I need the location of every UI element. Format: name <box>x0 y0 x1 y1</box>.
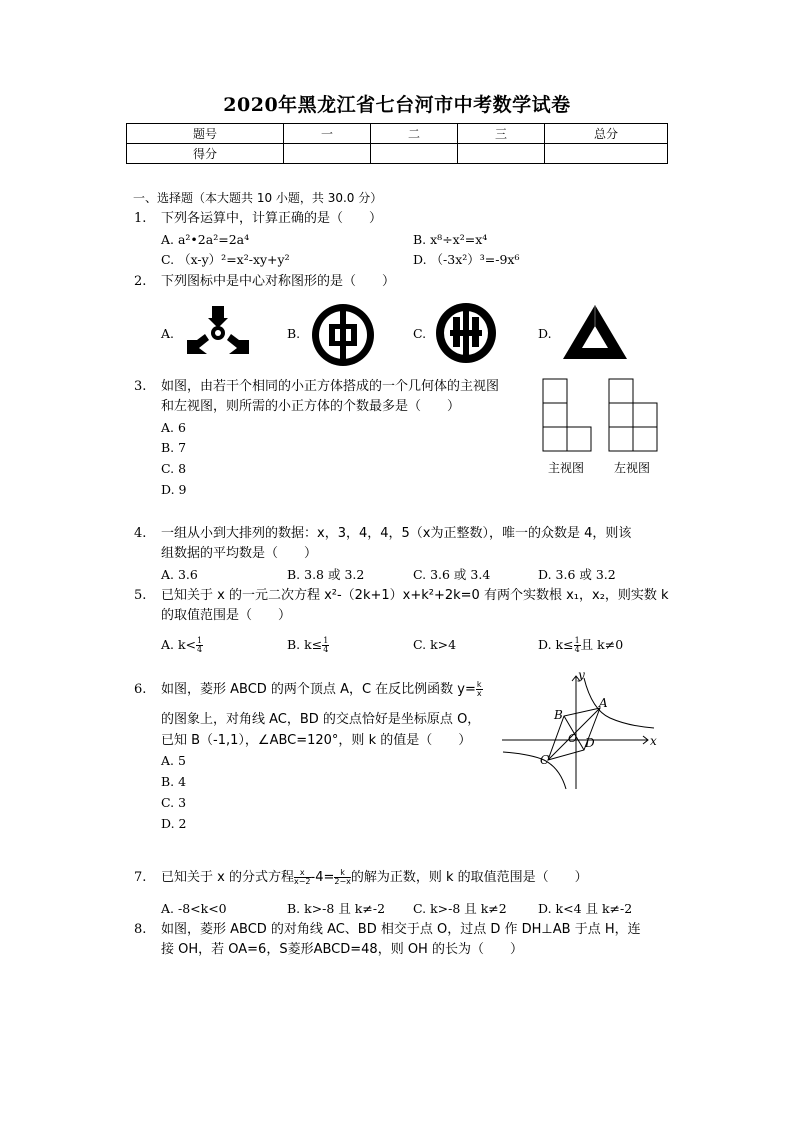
option-d: D. （-3x²）³=-9x⁶ <box>413 252 520 267</box>
option-d-tail: 且 k≠0 <box>580 637 624 652</box>
fraction-denominator: x <box>476 689 482 698</box>
score-cell[interactable] <box>458 144 545 164</box>
option-c: C. k>-8 且 k≠2 <box>413 901 507 916</box>
fraction-numerator: 1 <box>323 636 329 645</box>
label-a: A <box>599 696 608 710</box>
fraction-numerator: x <box>294 869 311 878</box>
option-c: C. （x-y）²=x²-xy+y² <box>161 252 290 267</box>
table-header-cell: 题号 <box>127 124 284 144</box>
option-b: B. 4 <box>161 774 187 789</box>
hyperbola-branch-upper <box>584 678 654 728</box>
option-c: C. <box>413 326 427 341</box>
question-number: 3. <box>134 379 147 394</box>
option-a <box>161 635 203 655</box>
label-o: O <box>568 732 578 745</box>
option-b: B. x⁸÷x²=x⁴ <box>413 232 488 247</box>
table-row-label: 得分 <box>127 144 284 164</box>
views-figure <box>541 377 661 457</box>
label-c: C <box>540 753 550 767</box>
option-d-text: D. k≤ <box>538 637 574 652</box>
label-y: y <box>578 668 585 682</box>
question-stem: 已知关于 x 的一元二次方程 x²-（2k+1）x+k²+2k=0 有两个实数根 x₁，x₂，则实数 k <box>161 588 669 603</box>
question-stem: 下列图标中是中心对称图形的是（ ） <box>161 274 396 289</box>
label-b: B <box>554 708 563 722</box>
fraction <box>476 681 483 698</box>
option-d: D. 2 <box>161 816 187 831</box>
option-a: A. -8<k<0 <box>161 901 227 916</box>
page-title: 2020年黑龙江省七台河市中考数学试卷 <box>223 94 571 116</box>
option-d: D. k<4 且 k≠-2 <box>538 901 633 916</box>
table-header-cell: 二 <box>371 124 458 144</box>
option-d: D. 3.6 或 3.2 <box>538 567 616 582</box>
fraction-denominator: 4 <box>323 645 329 654</box>
label-x: x <box>650 734 657 748</box>
table-header-cell: 总分 <box>545 124 668 144</box>
fraction-numerator: k <box>476 680 482 689</box>
question-number: 4. <box>134 526 147 541</box>
option-b: B. 3.8 或 3.2 <box>287 567 365 582</box>
fraction-denominator: 4 <box>574 645 580 654</box>
fraction-denominator: x−2 <box>293 877 311 886</box>
question-stem: 组数据的平均数是（ ） <box>161 546 318 561</box>
score-table-score-row <box>127 144 668 164</box>
question-stem <box>161 868 588 888</box>
rhombus-hyperbola-figure <box>500 668 664 792</box>
option-a: A. 5 <box>161 753 186 768</box>
question-stem: 的图象上，对角线 AC，BD 的交点恰好是坐标原点 O， <box>161 712 481 727</box>
table-header-cell: 三 <box>458 124 545 144</box>
score-table <box>126 123 668 164</box>
section-heading: 一、选择题（本大题共 10 小题，共 30.0 分） <box>133 191 383 205</box>
score-table-header-row <box>127 124 668 144</box>
fraction <box>196 637 203 654</box>
option-b: B. 7 <box>161 440 187 455</box>
question-stem-text: 如图，菱形 ABCD 的两个顶点 A，C 在反比例函数 y= <box>161 682 476 697</box>
option-a: A. a²•2a²=2a⁴ <box>161 232 250 247</box>
question-stem: 下列各运算中，计算正确的是（ ） <box>161 211 383 226</box>
fraction-numerator: 1 <box>574 636 580 645</box>
option-a-text: A. k< <box>161 637 197 652</box>
score-cell[interactable] <box>545 144 668 164</box>
three-arms-logo-icon <box>183 302 253 364</box>
option-d <box>538 635 623 655</box>
question-stem: 的取值范围是（ ） <box>161 608 292 623</box>
question-number: 2. <box>134 274 147 289</box>
option-c: C. 3.6 或 3.4 <box>413 567 491 582</box>
option-a: A. 6 <box>161 420 186 435</box>
option-b: B. <box>287 326 301 341</box>
bank-logo-icon <box>434 300 498 366</box>
left-view-grid <box>609 379 657 451</box>
label-d: D <box>585 736 595 750</box>
fraction-numerator: k <box>334 869 351 878</box>
question-number: 7. <box>134 870 147 885</box>
equation-middle: -4= <box>310 870 335 885</box>
option-c: C. 8 <box>161 461 187 476</box>
question-stem: 一组从小到大排列的数据：x，3，4，4，5（x为正整数），唯一的众数是 4，则该 <box>161 526 632 541</box>
question-stem: 如图，菱形 ABCD 的对角线 AC、BD 相交于点 O，过点 D 作 DH⊥AB 于点 H，连 <box>161 922 641 937</box>
fraction <box>334 869 351 886</box>
fraction-denominator: 4 <box>197 645 203 654</box>
option-b <box>287 635 329 655</box>
coin-logo-icon <box>310 302 376 368</box>
question-stem: 接 OH，若 OA=6，S菱形ABCD=48，则 OH 的长为（ ） <box>161 942 523 957</box>
question-stem-text: 已知关于 x 的分式方程 <box>161 870 294 885</box>
table-header-cell: 一 <box>284 124 371 144</box>
score-cell[interactable] <box>371 144 458 164</box>
option-b-text: B. k≤ <box>287 637 323 652</box>
fraction-denominator: 2−x <box>334 877 351 886</box>
option-b: B. k>-8 且 k≠-2 <box>287 901 386 916</box>
question-number: 5. <box>134 588 147 603</box>
left-view-caption: 左视图 <box>614 461 651 475</box>
option-c: C. 3 <box>161 795 187 810</box>
fraction <box>294 869 311 886</box>
score-cell[interactable] <box>284 144 371 164</box>
front-view-caption: 主视图 <box>548 461 585 475</box>
option-c: C. k>4 <box>413 637 457 652</box>
question-stem: 和左视图，则所需的小正方体的个数最多是（ ） <box>161 399 461 414</box>
fraction <box>574 637 581 654</box>
option-d: D. 9 <box>161 482 187 497</box>
question-stem-text: 的解为正数，则 k 的取值范围是（ ） <box>350 870 588 885</box>
question-number: 8. <box>134 922 147 937</box>
question-stem: 已知 B（-1,1），∠ABC=120°，则 k 的值是（ ） <box>161 733 472 748</box>
question-stem: 如图，由若干个相同的小正方体搭成的一个几何体的主视图 <box>161 379 500 394</box>
option-d: D. <box>538 326 552 341</box>
fraction-numerator: 1 <box>197 636 203 645</box>
question-stem <box>161 680 483 700</box>
option-a: A. 3.6 <box>161 567 198 582</box>
fraction <box>322 637 329 654</box>
triangle-logo-icon <box>560 302 630 362</box>
question-number: 6. <box>134 682 147 697</box>
question-number: 1. <box>134 211 147 226</box>
option-a: A. <box>161 326 175 341</box>
front-view-grid <box>543 379 591 451</box>
